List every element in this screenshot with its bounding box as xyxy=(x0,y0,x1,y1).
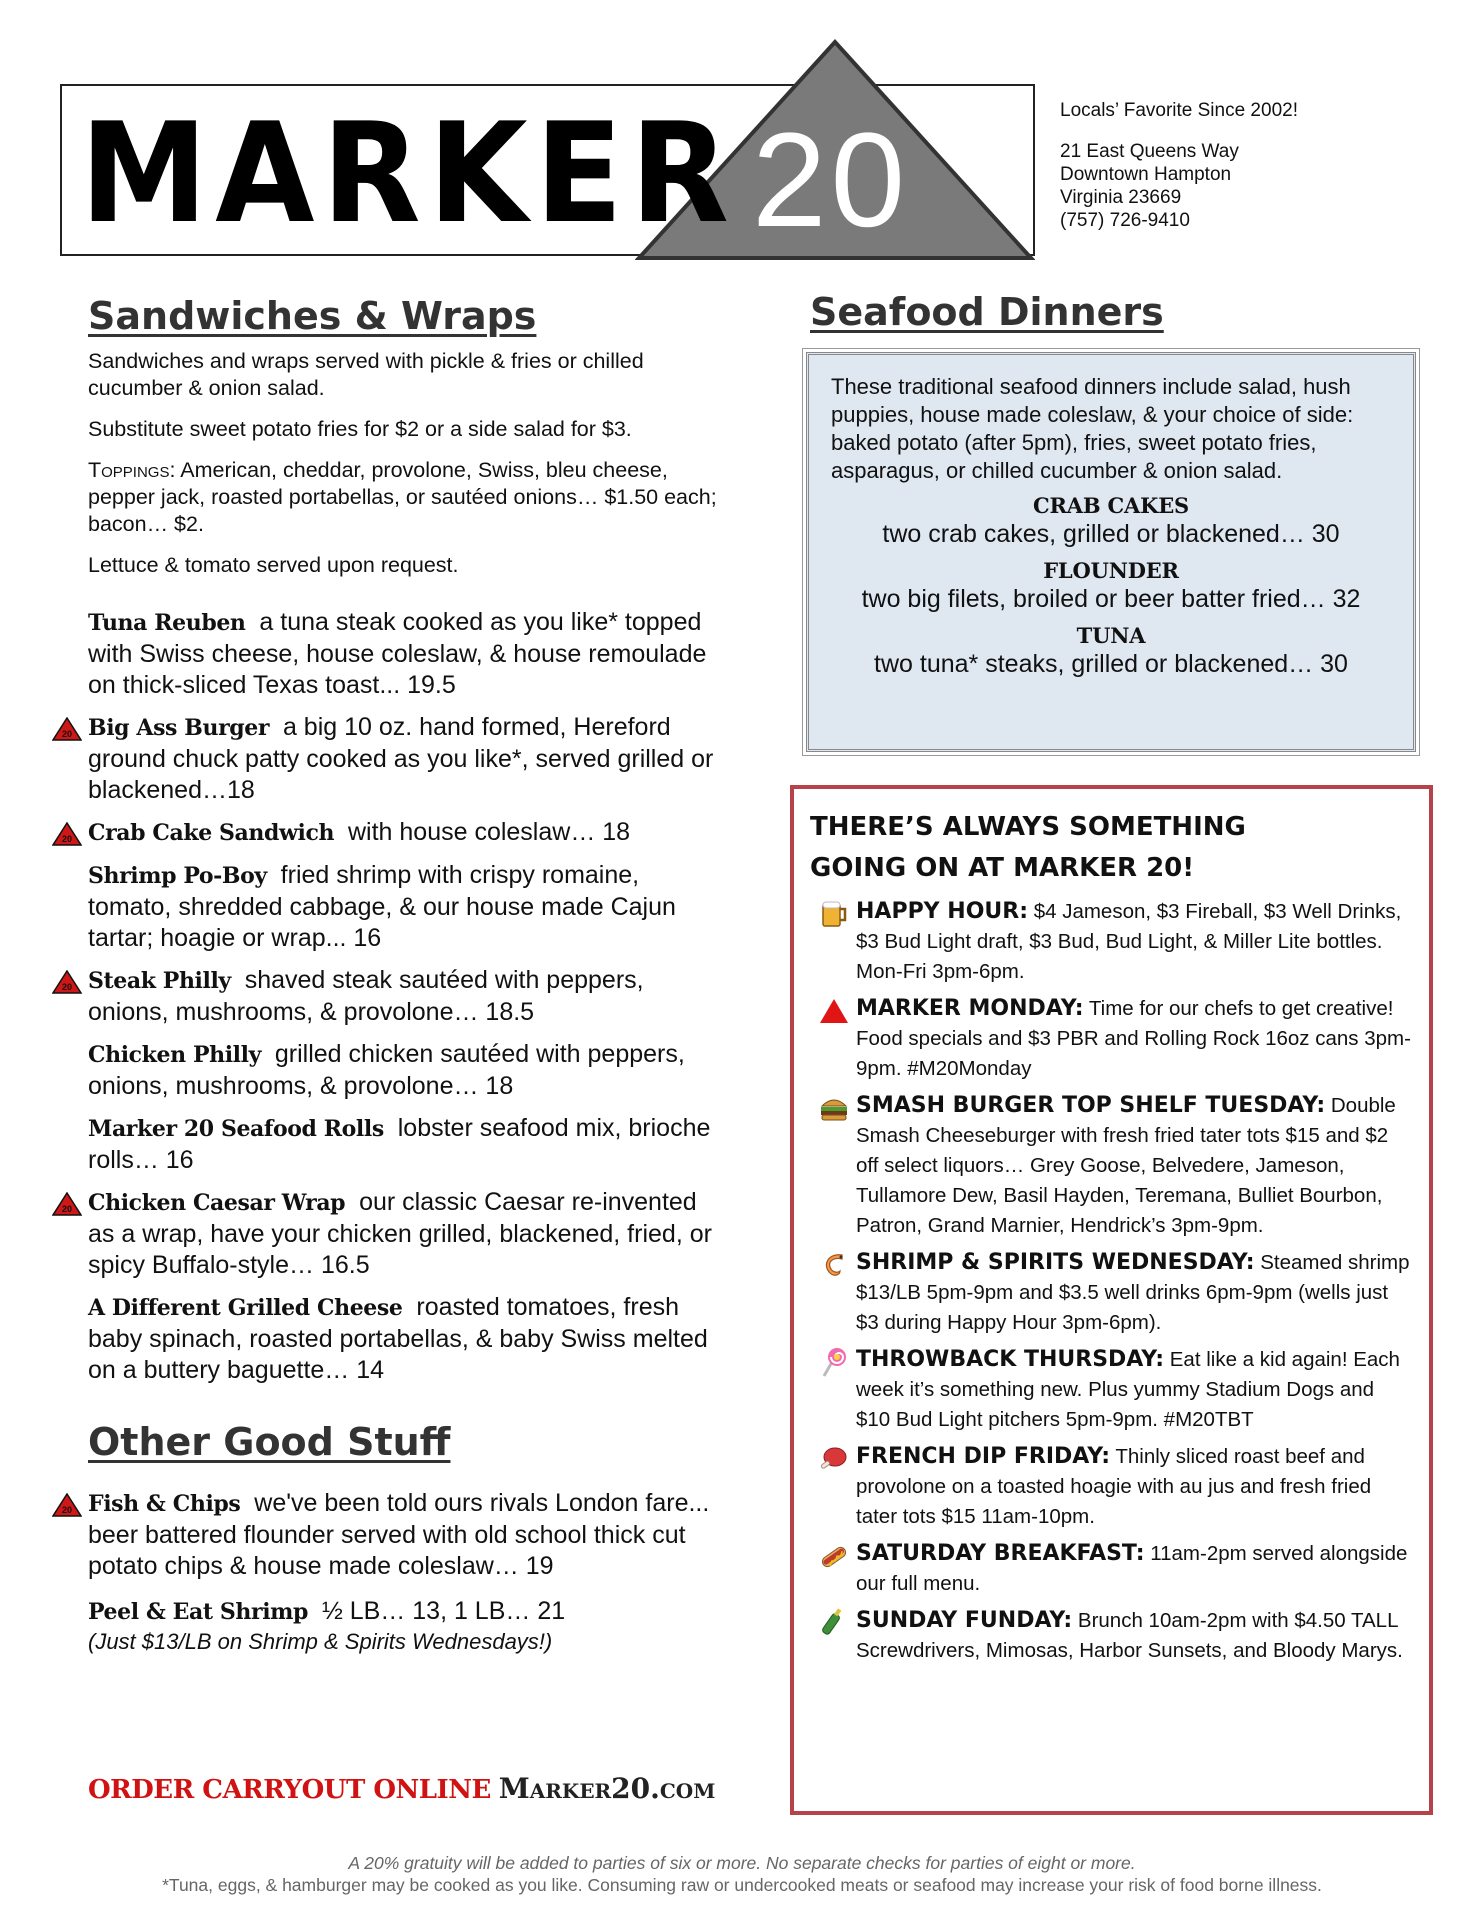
menu-item xyxy=(61,817,728,849)
menu-item-desc: our classic Caesar re-invented as a wrap, have your chicken grilled, blackened, fried, or spicy Buffalo-style… 16.5 xyxy=(88,1188,712,1279)
marker20-badge-icon xyxy=(52,822,82,846)
seafood-item-name: CRAB CAKES xyxy=(1033,493,1189,518)
seafood-item xyxy=(831,558,1391,615)
special-item xyxy=(810,1539,1411,1599)
marker20-badge-icon xyxy=(52,1192,82,1216)
marker20-badge-icon xyxy=(52,1493,82,1517)
badge-text: 20 xyxy=(61,1204,73,1214)
special-text: Steamed shrimp $13/LB 5pm-9pm and $3.5 well drinks 6pm-9pm (wells just $3 during Happy Hour 3pm-6pm). xyxy=(856,1251,1410,1334)
menu-item-name: Marker 20 Seafood Rolls xyxy=(88,1116,384,1142)
menu-item xyxy=(88,1292,728,1386)
seafood-list xyxy=(831,493,1391,680)
menu-item-desc: a tuna steak cooked as you like* topped with Swiss cheese, house coleslaw, & house remoulade on thick-sliced Texas toast... 19.5 xyxy=(88,608,707,699)
order-online-link[interactable]: Marker20.com xyxy=(498,1772,716,1805)
seafood-item-name: TUNA xyxy=(1076,623,1146,648)
toppings-list: : American, cheddar, provolone, Swiss, bleu cheese, pepper jack, roasted portabellas, or sautéed onions… $1.50 each; bacon… $2. xyxy=(88,458,717,536)
specials-heading xyxy=(810,807,1411,889)
seafood-item-desc: two tuna* steaks, grilled or blackened… 30 xyxy=(874,650,1348,678)
seafood-item xyxy=(831,493,1391,550)
bottle-icon xyxy=(818,1607,850,1639)
special-item xyxy=(810,994,1411,1084)
special-title: SATURDAY BREAKFAST: xyxy=(856,1541,1145,1566)
lettuce-note: Lettuce & tomato served upon request. xyxy=(88,553,459,577)
badge-text: 20 xyxy=(61,834,73,844)
shrimp-wednesday-note: (Just $13/LB on Shrimp & Spirits Wednesdays!) xyxy=(88,1629,553,1654)
marker20-badge-icon xyxy=(52,717,82,741)
beer-mug-icon xyxy=(818,898,850,930)
order-online-label: ORDER CARRYOUT ONLINE xyxy=(88,1775,491,1805)
special-title: THROWBACK THURSDAY: xyxy=(856,1347,1165,1372)
special-text: $4 Jameson, $3 Fireball, $3 Well Drinks, $3 Bud Light draft, $3 Bud, Bud Light, & Miller Lite bottles. Mon-Fri 3pm-6pm. xyxy=(856,900,1402,983)
other-title: Other Good Stuff xyxy=(88,1420,451,1464)
specials-heading-line: GOING ON AT MARKER 20! xyxy=(810,853,1195,883)
menu-item-desc: ½ LB… 13, 1 LB… 21 xyxy=(321,1597,566,1625)
menu-item-desc: we've been told ours rivals London fare... beer battered flounder served with old school thick cut potato chips & house made coleslaw… 19 xyxy=(88,1489,710,1580)
address-line: Downtown Hampton xyxy=(1060,164,1232,185)
lollipop-icon xyxy=(818,1346,850,1378)
special-item xyxy=(810,1442,1411,1532)
menu-item-name: Steak Philly xyxy=(88,968,231,994)
menu-item xyxy=(61,712,728,806)
menu-item xyxy=(61,1488,728,1582)
menu-item-name: Big Ass Burger xyxy=(88,715,270,741)
other-list xyxy=(61,1488,728,1656)
gratuity-note: A 20% gratuity will be added to parties of six or more. No separate checks for parties of eight or more. xyxy=(348,1853,1136,1873)
special-title: FRENCH DIP FRIDAY: xyxy=(856,1444,1111,1469)
menu-item xyxy=(88,1113,728,1176)
hotdog-icon xyxy=(818,1540,850,1572)
toppings-text xyxy=(88,457,728,538)
menu-item-desc: roasted tomatoes, fresh baby spinach, roasted portabellas, & baby Swiss melted on a buttery baguette… 14 xyxy=(88,1293,708,1384)
menu-item-desc: fried shrimp with crispy romaine, tomato, shredded cabbage, & our house made Cajun tartar; hoagie or wrap... 16 xyxy=(88,861,676,952)
special-text: Thinly sliced roast beef and provolone on a toasted hoagie with au jus and fresh fried tater tots $15 11am-10pm. xyxy=(856,1445,1372,1528)
menu-item xyxy=(61,1187,728,1281)
menu-item xyxy=(61,965,728,1028)
special-text: Brunch 10am-2pm with $4.50 TALL Screwdrivers, Mimosas, Harbor Sunsets, and Bloody Marys. xyxy=(856,1609,1403,1662)
menu-item-desc: a big 10 oz. hand formed, Hereford ground chuck patty cooked as you like*, served grilled or blackened…18 xyxy=(88,713,714,804)
seafood-item-desc: two crab cakes, grilled or blackened… 30 xyxy=(882,520,1340,548)
address-line: Virginia 23669 xyxy=(1060,187,1182,208)
phone-number[interactable]: (757) 726-9410 xyxy=(1060,210,1190,231)
menu-item xyxy=(88,607,728,701)
seafood-item xyxy=(831,623,1391,680)
specials-heading-line: THERE’S ALWAYS SOMETHING xyxy=(810,812,1246,842)
special-text: Time for our chefs to get creative! Food specials and $3 PBR and Rolling Rock 16oz cans 3pm-9pm. #M20Monday xyxy=(856,997,1411,1080)
special-text: 11am-2pm served alongside our full menu. xyxy=(856,1542,1408,1595)
menu-item-name: Peel & Eat Shrimp xyxy=(88,1599,309,1625)
seafood-intro: These traditional seafood dinners include salad, hush puppies, house made coleslaw, & your choice of side: baked potato (after 5pm), fries, sweet potato fries, asparagus, or chilled cucumber & onion salad. xyxy=(831,374,1354,483)
special-item xyxy=(810,1345,1411,1435)
special-title: SUNDAY FUNDAY: xyxy=(856,1608,1073,1633)
menu-item-name: Crab Cake Sandwich xyxy=(88,820,335,846)
seafood-item-desc: two big filets, broiled or beer batter fried… 32 xyxy=(861,585,1361,613)
menu-item-desc: grilled chicken sautéed with peppers, onions, mushrooms, & provolone… 18 xyxy=(88,1040,685,1100)
special-title: HAPPY HOUR: xyxy=(856,899,1028,924)
badge-text: 20 xyxy=(61,982,73,992)
burger-icon xyxy=(818,1092,850,1124)
consumer-advisory: *Tuna, eggs, & hamburger may be cooked as you like. Consuming raw or undercooked meats or seafood may increase your risk of food borne illness. xyxy=(162,1875,1322,1895)
specials-list xyxy=(810,897,1411,1666)
menu-item-name: Chicken Philly xyxy=(88,1042,261,1068)
substitute-note: Substitute sweet potato fries for $2 or a side salad for $3. xyxy=(88,417,632,441)
menu-item-name: Chicken Caesar Wrap xyxy=(88,1190,346,1216)
special-title: SHRIMP & SPIRITS WEDNESDAY: xyxy=(856,1250,1255,1275)
menu-item-name: A Different Grilled Cheese xyxy=(88,1295,403,1321)
menu-item xyxy=(88,1596,728,1656)
badge-text: 20 xyxy=(61,729,73,739)
menu-item xyxy=(88,1039,728,1102)
shrimp-icon xyxy=(818,1249,850,1281)
marker20-badge-icon xyxy=(52,970,82,994)
address-block xyxy=(1060,140,1239,232)
special-item xyxy=(810,1091,1411,1241)
menu-item xyxy=(88,860,728,954)
menu-item-desc: lobster seafood mix, brioche rolls… 16 xyxy=(88,1114,711,1174)
menu-item-name: Fish & Chips xyxy=(88,1491,241,1517)
seafood-box xyxy=(806,352,1416,752)
special-text: Double Smash Cheeseburger with fresh fried tater tots $15 and $2 off select liquors… Grey Goose, Belvedere, Jameson, Tullamore Dew, Basil Hayden, Teremana, Bulliet Bourbon, Patron, Grand Marnier, Hendrick’s 3pm-9pm. xyxy=(856,1094,1396,1237)
special-item xyxy=(810,1248,1411,1338)
meat-icon xyxy=(818,1443,850,1475)
menu-item-desc: shaved steak sautéed with peppers, onions, mushrooms, & provolone… 18.5 xyxy=(88,966,644,1026)
seafood-title: Seafood Dinners xyxy=(810,290,1164,334)
logo-number: 20 xyxy=(752,106,910,255)
red-triangle-icon xyxy=(818,995,850,1027)
menu-item-name: Shrimp Po-Boy xyxy=(88,863,267,889)
toppings-label: Toppings xyxy=(88,458,170,482)
menu-item-desc: with house coleslaw… 18 xyxy=(347,818,631,846)
special-item xyxy=(810,1606,1411,1666)
badge-text: 20 xyxy=(61,1505,73,1515)
sandwiches-title: Sandwiches & Wraps xyxy=(88,294,537,338)
seafood-item-name: FLOUNDER xyxy=(1043,558,1179,583)
sandwich-list xyxy=(61,607,728,1386)
specials-box xyxy=(790,785,1433,1815)
special-item xyxy=(810,897,1411,987)
special-title: SMASH BURGER TOP SHELF TUESDAY: xyxy=(856,1093,1326,1118)
address-line: 21 East Queens Way xyxy=(1060,141,1239,162)
menu-item-name: Tuna Reuben xyxy=(88,610,246,636)
sandwiches-intro: Sandwiches and wraps served with pickle & fries or chilled cucumber & onion salad. xyxy=(88,349,644,400)
logo-word: MARKER xyxy=(80,93,737,254)
tagline: Locals’ Favorite Since 2002! xyxy=(1060,100,1298,121)
footer xyxy=(0,1852,1484,1896)
sandwiches-column xyxy=(61,294,728,1670)
order-online[interactable] xyxy=(88,1772,715,1805)
special-title: MARKER MONDAY: xyxy=(856,996,1084,1021)
special-text: Eat like a kid again! Each week it’s something new. Plus yummy Stadium Dogs and $10 Bud Light pitchers 5pm-9pm. #M20TBT xyxy=(856,1348,1400,1431)
